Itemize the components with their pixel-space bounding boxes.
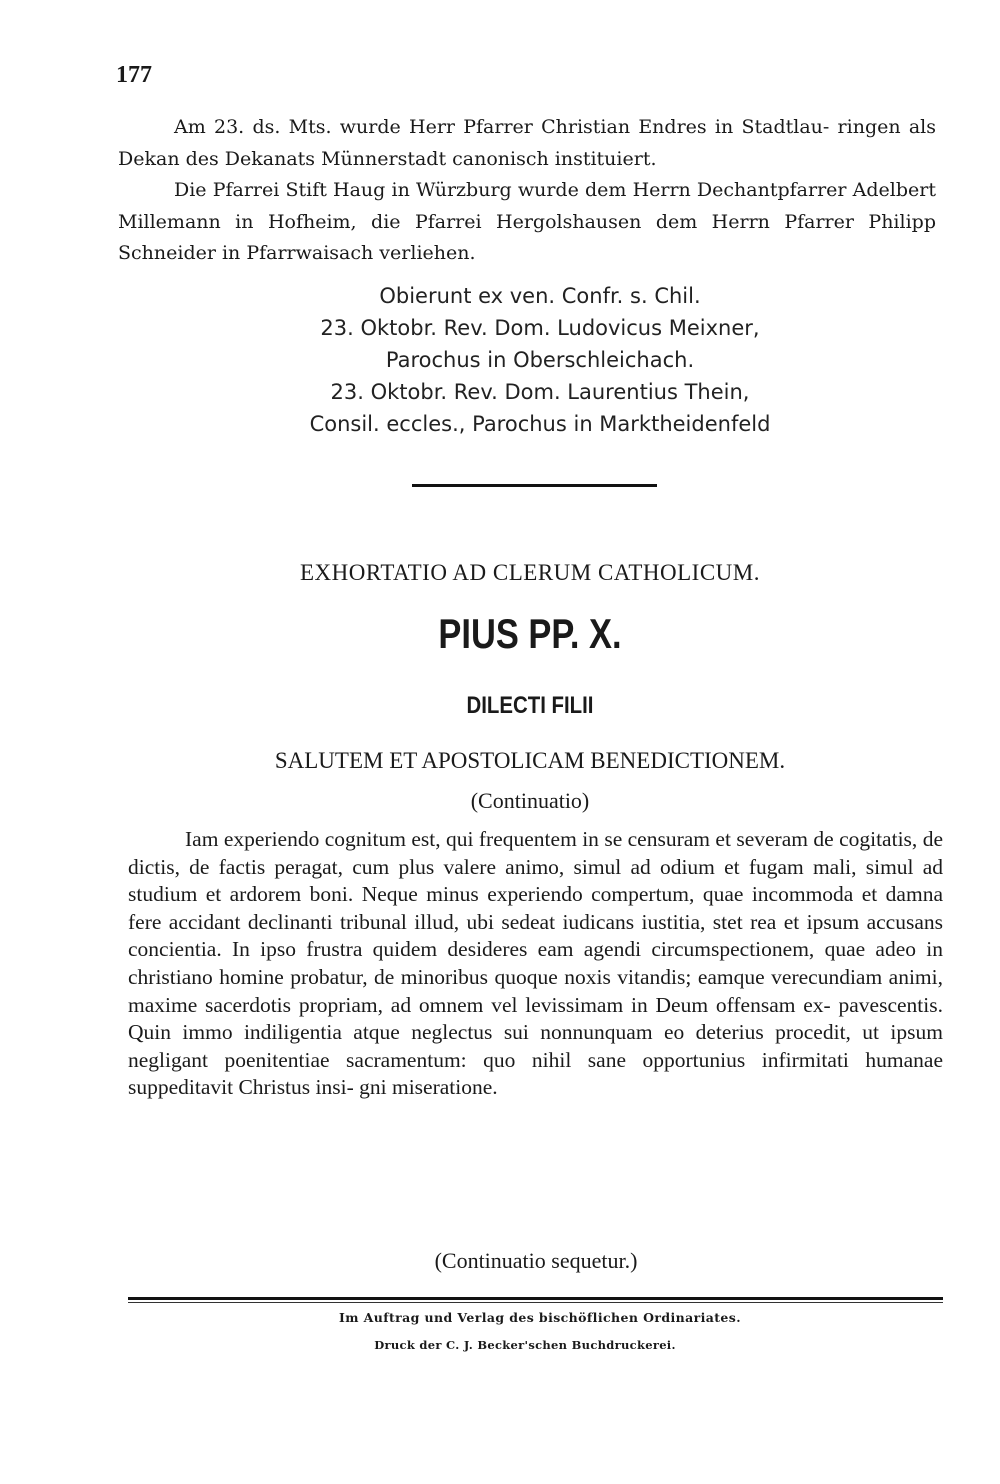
exhortation-greeting: SALUTEM ET APOSTOLICAM BENEDICTIONEM. — [274, 748, 786, 773]
body-paragraph: Iam experiendo cognitum est, qui frequentem in se censuram et severam de cogitatis, de dictis, de factis peragat, cum plus valere animo, simul ad odium et fugam mali, simul ad studium et ardorem boni. Neque minus experiendo compertum, quae incommoda et damna fere accidant declinanti tribunal illud, ubi sedeat iudicans iustitia, stet rea et ipsum accusans concientia. In ipso frustra quidem desideres eam agendi circumspectionem, quae adeo in christiano homine probatur, de minoribus quoque noxis vitandis; eamque verecundiam animi, maxime sacerdotis propriam, ad omnem vel levissimam in Deum offensam ex- pavescentis. Quin immo indiligentia atque neglectus sui nonnunquam eo deterius procedit, ut ipsum negligant poenitentiae sacramentum: quo nihil sane opportunius infirmitati humanae suppeditavit Christus insi- gni miseratione. — [128, 827, 943, 1100]
exhortation-body — [128, 826, 943, 1102]
obituary-entry-line: Consil. eccles., Parochus in Marktheidenfeld — [309, 412, 771, 436]
obituary-entry-line: 23. Oktobr. Rev. Dom. Ludovicus Meixner, — [320, 316, 760, 340]
notice-paragraph: Die Pfarrei Stift Haug in Würzburg wurde dem Herrn Dechantpfarrer Adelbert Millemann in Hofheim, die Pfarrei Hergolshausen dem Herrn Pfarrer Philipp Schneider in Pfarrwaisach verliehen. — [118, 179, 936, 264]
imprint-publisher: Im Auftrag und Verlag des bischöflichen Ordinariates. — [339, 1310, 741, 1325]
section-divider — [412, 484, 657, 487]
obituary-entry-line: 23. Oktobr. Rev. Dom. Laurentius Thein, — [330, 380, 750, 404]
imprint-printer: Druck der C. J. Becker'schen Buchdruckerei. — [374, 1338, 676, 1352]
exhortation-continuatio: (Continuatio) — [470, 788, 590, 813]
fraktur-notices — [118, 112, 936, 270]
exhortation-title: EXHORTATIO AD CLERUM CATHOLICUM. — [300, 560, 760, 585]
exhortation-author: PIUS PP. X. — [438, 610, 622, 657]
page-number: 177 — [116, 62, 152, 88]
notice-paragraph: Am 23. ds. Mts. wurde Herr Pfarrer Christian Endres in Stadtlau- ringen als Dekan des Dekanats Münnerstadt canonisch instituiert. — [118, 116, 936, 170]
exhortation-address: DILECTI FILII — [466, 692, 594, 719]
footer-rule-thin — [128, 1302, 943, 1303]
obituary-entry-line: Parochus in Oberschleichach. — [385, 348, 695, 372]
footer-rule — [128, 1297, 943, 1300]
continuatio-sequetur: (Continuatio sequetur.) — [434, 1248, 638, 1273]
obituary-heading: Obierunt ex ven. Confr. s. Chil. — [379, 284, 701, 308]
obituary-block — [180, 280, 900, 440]
